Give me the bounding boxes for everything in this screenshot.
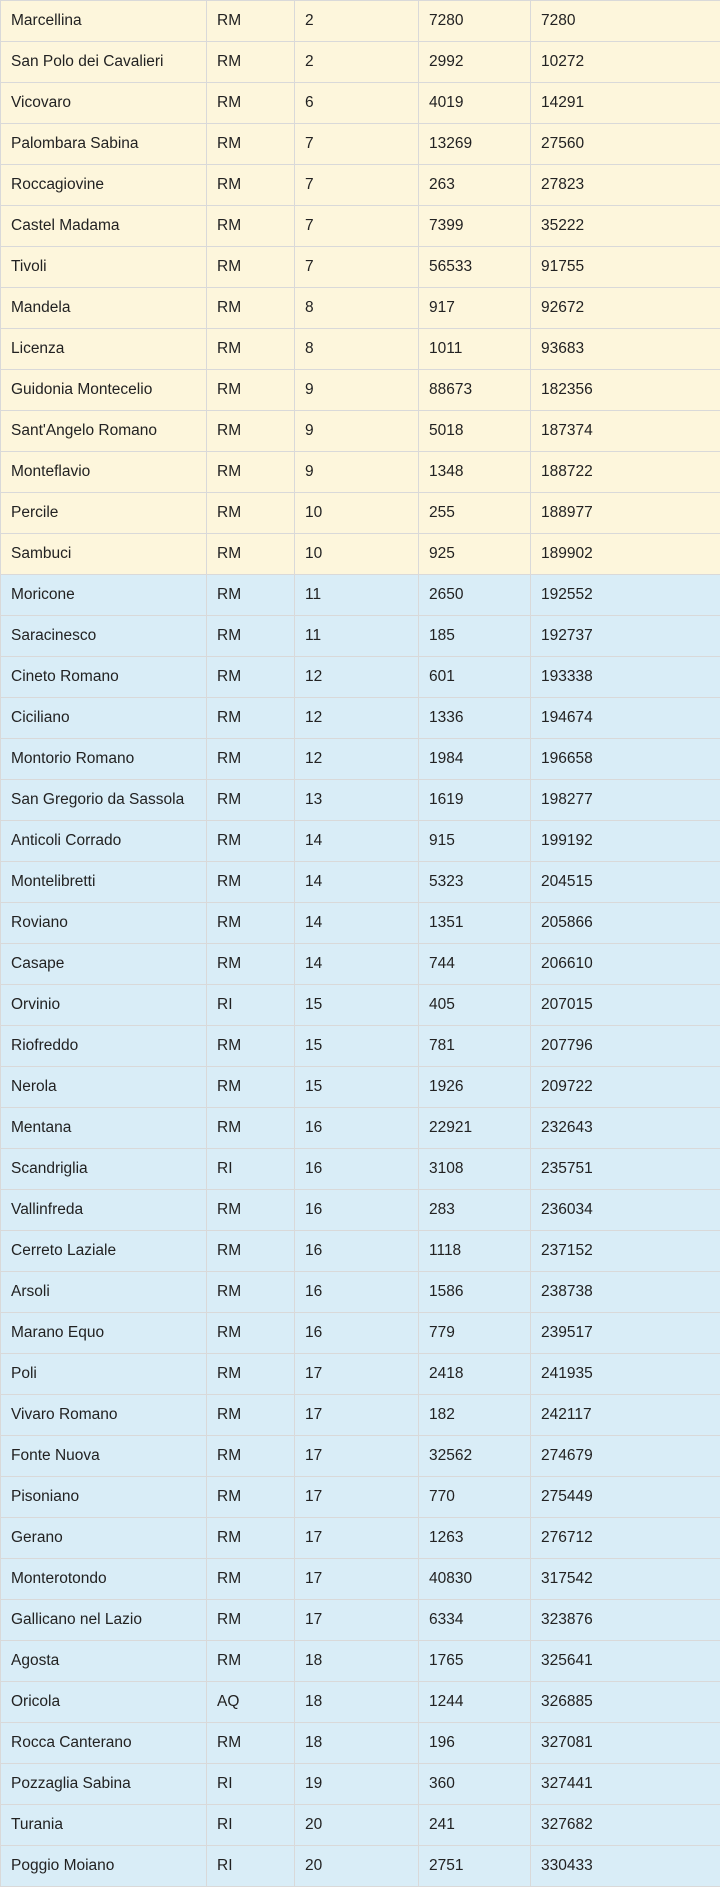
cumulato-cell: 198277 xyxy=(531,780,720,821)
comune-cell: San Polo dei Cavalieri xyxy=(1,42,207,83)
provincia-cell: RM xyxy=(207,329,295,370)
abitanti-cell: 1348 xyxy=(419,452,531,493)
table-row xyxy=(1,288,720,329)
abitanti-cell: 915 xyxy=(419,821,531,862)
comune-cell: Ciciliano xyxy=(1,698,207,739)
cumulato-cell: 327682 xyxy=(531,1805,720,1846)
table-row xyxy=(1,247,720,288)
table-row xyxy=(1,1682,720,1723)
provincia-cell: RM xyxy=(207,1723,295,1764)
table-row xyxy=(1,165,720,206)
comune-cell: Nerola xyxy=(1,1067,207,1108)
distanza-cell: 8 xyxy=(295,329,419,370)
distanza-cell: 7 xyxy=(295,247,419,288)
cumulato-cell: 182356 xyxy=(531,370,720,411)
table-row xyxy=(1,1067,720,1108)
distanza-cell: 7 xyxy=(295,124,419,165)
cumulato-cell: 209722 xyxy=(531,1067,720,1108)
cumulato-cell: 323876 xyxy=(531,1600,720,1641)
provincia-cell: RM xyxy=(207,83,295,124)
table-row xyxy=(1,1518,720,1559)
distanza-cell: 16 xyxy=(295,1190,419,1231)
provincia-cell: RM xyxy=(207,1559,295,1600)
table-row xyxy=(1,1149,720,1190)
provincia-cell: RM xyxy=(207,452,295,493)
comune-cell: Pozzaglia Sabina xyxy=(1,1764,207,1805)
abitanti-cell: 3108 xyxy=(419,1149,531,1190)
distanza-cell: 10 xyxy=(295,534,419,575)
abitanti-cell: 5323 xyxy=(419,862,531,903)
table-row xyxy=(1,903,720,944)
provincia-cell: RM xyxy=(207,1026,295,1067)
distanza-cell: 7 xyxy=(295,206,419,247)
abitanti-cell: 1118 xyxy=(419,1231,531,1272)
provincia-cell: RM xyxy=(207,780,295,821)
comune-cell: Riofreddo xyxy=(1,1026,207,1067)
abitanti-cell: 405 xyxy=(419,985,531,1026)
abitanti-cell: 1263 xyxy=(419,1518,531,1559)
table-row xyxy=(1,124,720,165)
provincia-cell: RM xyxy=(207,206,295,247)
abitanti-cell: 2650 xyxy=(419,575,531,616)
abitanti-cell: 1351 xyxy=(419,903,531,944)
abitanti-cell: 241 xyxy=(419,1805,531,1846)
provincia-cell: RI xyxy=(207,1805,295,1846)
provincia-cell: RM xyxy=(207,493,295,534)
provincia-cell: RM xyxy=(207,247,295,288)
table-row xyxy=(1,1600,720,1641)
table-row xyxy=(1,616,720,657)
cumulato-cell: 237152 xyxy=(531,1231,720,1272)
abitanti-cell: 2418 xyxy=(419,1354,531,1395)
cumulato-cell: 188977 xyxy=(531,493,720,534)
distanza-cell: 9 xyxy=(295,370,419,411)
comune-cell: Vallinfreda xyxy=(1,1190,207,1231)
distanza-cell: 15 xyxy=(295,1067,419,1108)
distanza-cell: 7 xyxy=(295,165,419,206)
abitanti-cell: 5018 xyxy=(419,411,531,452)
distanza-cell: 13 xyxy=(295,780,419,821)
abitanti-cell: 779 xyxy=(419,1313,531,1354)
provincia-cell: RI xyxy=(207,1846,295,1887)
abitanti-cell: 1586 xyxy=(419,1272,531,1313)
abitanti-cell: 13269 xyxy=(419,124,531,165)
distanza-cell: 17 xyxy=(295,1436,419,1477)
cumulato-cell: 35222 xyxy=(531,206,720,247)
provincia-cell: RM xyxy=(207,1395,295,1436)
comune-cell: Monterotondo xyxy=(1,1559,207,1600)
distanza-cell: 8 xyxy=(295,288,419,329)
cumulato-cell: 205866 xyxy=(531,903,720,944)
provincia-cell: RM xyxy=(207,411,295,452)
abitanti-cell: 1011 xyxy=(419,329,531,370)
distanza-cell: 20 xyxy=(295,1805,419,1846)
comune-cell: Scandriglia xyxy=(1,1149,207,1190)
comune-cell: Gerano xyxy=(1,1518,207,1559)
table-row xyxy=(1,534,720,575)
cumulato-cell: 326885 xyxy=(531,1682,720,1723)
abitanti-cell: 32562 xyxy=(419,1436,531,1477)
distanza-cell: 9 xyxy=(295,452,419,493)
comune-cell: Rocca Canterano xyxy=(1,1723,207,1764)
table-row xyxy=(1,1477,720,1518)
cumulato-cell: 242117 xyxy=(531,1395,720,1436)
table-row xyxy=(1,493,720,534)
provincia-cell: RM xyxy=(207,1,295,42)
provincia-cell: RM xyxy=(207,1641,295,1682)
abitanti-cell: 1926 xyxy=(419,1067,531,1108)
provincia-cell: RM xyxy=(207,862,295,903)
comune-cell: Poggio Moiano xyxy=(1,1846,207,1887)
distanza-cell: 15 xyxy=(295,985,419,1026)
comune-cell: Cerreto Laziale xyxy=(1,1231,207,1272)
distanza-cell: 20 xyxy=(295,1846,419,1887)
comune-cell: Montelibretti xyxy=(1,862,207,903)
cumulato-cell: 188722 xyxy=(531,452,720,493)
table-row xyxy=(1,780,720,821)
abitanti-cell: 781 xyxy=(419,1026,531,1067)
table-row xyxy=(1,1846,720,1887)
distanza-cell: 16 xyxy=(295,1108,419,1149)
comune-cell: Guidonia Montecelio xyxy=(1,370,207,411)
cumulato-cell: 207796 xyxy=(531,1026,720,1067)
comune-cell: Marcellina xyxy=(1,1,207,42)
distanza-cell: 9 xyxy=(295,411,419,452)
table-row xyxy=(1,944,720,985)
table-row xyxy=(1,1395,720,1436)
provincia-cell: RM xyxy=(207,370,295,411)
abitanti-cell: 1619 xyxy=(419,780,531,821)
abitanti-cell: 88673 xyxy=(419,370,531,411)
provincia-cell: RM xyxy=(207,657,295,698)
distanza-cell: 17 xyxy=(295,1354,419,1395)
distanza-cell: 16 xyxy=(295,1149,419,1190)
distanza-cell: 6 xyxy=(295,83,419,124)
table-row xyxy=(1,1723,720,1764)
abitanti-cell: 185 xyxy=(419,616,531,657)
table-row xyxy=(1,1313,720,1354)
cumulato-cell: 93683 xyxy=(531,329,720,370)
cumulato-cell: 193338 xyxy=(531,657,720,698)
provincia-cell: RM xyxy=(207,1231,295,1272)
distanza-cell: 14 xyxy=(295,903,419,944)
distanza-cell: 11 xyxy=(295,575,419,616)
distanza-cell: 2 xyxy=(295,1,419,42)
table-row xyxy=(1,1026,720,1067)
distanza-cell: 17 xyxy=(295,1395,419,1436)
abitanti-cell: 196 xyxy=(419,1723,531,1764)
comune-cell: Orvinio xyxy=(1,985,207,1026)
provincia-cell: RM xyxy=(207,1108,295,1149)
comune-cell: Roviano xyxy=(1,903,207,944)
comune-cell: Sambuci xyxy=(1,534,207,575)
table-row xyxy=(1,1641,720,1682)
provincia-cell: RM xyxy=(207,1518,295,1559)
abitanti-cell: 770 xyxy=(419,1477,531,1518)
comune-cell: Mandela xyxy=(1,288,207,329)
provincia-cell: AQ xyxy=(207,1682,295,1723)
distanza-cell: 18 xyxy=(295,1641,419,1682)
table-row xyxy=(1,206,720,247)
provincia-cell: RM xyxy=(207,739,295,780)
cumulato-cell: 236034 xyxy=(531,1190,720,1231)
comune-cell: Agosta xyxy=(1,1641,207,1682)
cumulato-cell: 239517 xyxy=(531,1313,720,1354)
table-row xyxy=(1,1764,720,1805)
table-row xyxy=(1,575,720,616)
comune-cell: Percile xyxy=(1,493,207,534)
comune-cell: Poli xyxy=(1,1354,207,1395)
abitanti-cell: 22921 xyxy=(419,1108,531,1149)
comune-cell: Cineto Romano xyxy=(1,657,207,698)
comune-cell: Arsoli xyxy=(1,1272,207,1313)
cumulato-cell: 27560 xyxy=(531,124,720,165)
table-row xyxy=(1,411,720,452)
comune-cell: Marano Equo xyxy=(1,1313,207,1354)
table-row xyxy=(1,862,720,903)
table-row xyxy=(1,42,720,83)
table-row xyxy=(1,657,720,698)
provincia-cell: RI xyxy=(207,1149,295,1190)
abitanti-cell: 255 xyxy=(419,493,531,534)
cumulato-cell: 276712 xyxy=(531,1518,720,1559)
cumulato-cell: 92672 xyxy=(531,288,720,329)
provincia-cell: RI xyxy=(207,985,295,1026)
comune-cell: Casape xyxy=(1,944,207,985)
distanza-cell: 14 xyxy=(295,944,419,985)
provincia-cell: RM xyxy=(207,1477,295,1518)
abitanti-cell: 917 xyxy=(419,288,531,329)
abitanti-cell: 6334 xyxy=(419,1600,531,1641)
table-row xyxy=(1,1354,720,1395)
provincia-cell: RM xyxy=(207,944,295,985)
abitanti-cell: 2992 xyxy=(419,42,531,83)
distanza-cell: 2 xyxy=(295,42,419,83)
distanza-cell: 14 xyxy=(295,821,419,862)
distanza-cell: 16 xyxy=(295,1313,419,1354)
cumulato-cell: 207015 xyxy=(531,985,720,1026)
provincia-cell: RM xyxy=(207,1067,295,1108)
distanza-cell: 17 xyxy=(295,1518,419,1559)
provincia-cell: RM xyxy=(207,1600,295,1641)
provincia-cell: RM xyxy=(207,1313,295,1354)
cumulato-cell: 10272 xyxy=(531,42,720,83)
cumulato-cell: 91755 xyxy=(531,247,720,288)
distanza-cell: 18 xyxy=(295,1682,419,1723)
abitanti-cell: 56533 xyxy=(419,247,531,288)
provincia-cell: RM xyxy=(207,575,295,616)
abitanti-cell: 1765 xyxy=(419,1641,531,1682)
abitanti-cell: 925 xyxy=(419,534,531,575)
abitanti-cell: 1984 xyxy=(419,739,531,780)
table-row xyxy=(1,698,720,739)
table-row xyxy=(1,1805,720,1846)
comune-cell: Vivaro Romano xyxy=(1,1395,207,1436)
provincia-cell: RM xyxy=(207,1272,295,1313)
comune-cell: Vicovaro xyxy=(1,83,207,124)
abitanti-cell: 7399 xyxy=(419,206,531,247)
provincia-cell: RM xyxy=(207,1436,295,1477)
cumulato-cell: 327441 xyxy=(531,1764,720,1805)
provincia-cell: RM xyxy=(207,288,295,329)
table-body xyxy=(1,1,720,1887)
table-row xyxy=(1,1559,720,1600)
provincia-cell: RM xyxy=(207,124,295,165)
table-row xyxy=(1,1190,720,1231)
comune-cell: Roccagiovine xyxy=(1,165,207,206)
provincia-cell: RM xyxy=(207,616,295,657)
distanza-cell: 16 xyxy=(295,1272,419,1313)
cumulato-cell: 238738 xyxy=(531,1272,720,1313)
abitanti-cell: 4019 xyxy=(419,83,531,124)
cumulato-cell: 235751 xyxy=(531,1149,720,1190)
provincia-cell: RM xyxy=(207,698,295,739)
comune-cell: Turania xyxy=(1,1805,207,1846)
comune-cell: Monteflavio xyxy=(1,452,207,493)
provincia-cell: RM xyxy=(207,42,295,83)
abitanti-cell: 182 xyxy=(419,1395,531,1436)
distanza-cell: 14 xyxy=(295,862,419,903)
comune-cell: Gallicano nel Lazio xyxy=(1,1600,207,1641)
comune-cell: Castel Madama xyxy=(1,206,207,247)
cumulato-cell: 330433 xyxy=(531,1846,720,1887)
comune-cell: Montorio Romano xyxy=(1,739,207,780)
comune-cell: Tivoli xyxy=(1,247,207,288)
cumulato-cell: 204515 xyxy=(531,862,720,903)
distanza-cell: 12 xyxy=(295,657,419,698)
abitanti-cell: 2751 xyxy=(419,1846,531,1887)
cumulato-cell: 27823 xyxy=(531,165,720,206)
cumulato-cell: 241935 xyxy=(531,1354,720,1395)
cumulato-cell: 187374 xyxy=(531,411,720,452)
provincia-cell: RM xyxy=(207,1354,295,1395)
distanza-cell: 10 xyxy=(295,493,419,534)
distanza-cell: 19 xyxy=(295,1764,419,1805)
distanza-cell: 11 xyxy=(295,616,419,657)
cumulato-cell: 194674 xyxy=(531,698,720,739)
cumulato-cell: 199192 xyxy=(531,821,720,862)
abitanti-cell: 7280 xyxy=(419,1,531,42)
cumulato-cell: 206610 xyxy=(531,944,720,985)
provincia-cell: RM xyxy=(207,821,295,862)
distanza-cell: 17 xyxy=(295,1559,419,1600)
table-row xyxy=(1,83,720,124)
cumulato-cell: 327081 xyxy=(531,1723,720,1764)
abitanti-cell: 360 xyxy=(419,1764,531,1805)
cumulato-cell: 196658 xyxy=(531,739,720,780)
abitanti-cell: 1244 xyxy=(419,1682,531,1723)
comune-cell: Sant'Angelo Romano xyxy=(1,411,207,452)
provincia-cell: RM xyxy=(207,534,295,575)
cumulato-cell: 325641 xyxy=(531,1641,720,1682)
cumulato-cell: 274679 xyxy=(531,1436,720,1477)
abitanti-cell: 40830 xyxy=(419,1559,531,1600)
table-row xyxy=(1,370,720,411)
provincia-cell: RM xyxy=(207,1190,295,1231)
provincia-cell: RM xyxy=(207,165,295,206)
comune-cell: Saracinesco xyxy=(1,616,207,657)
comune-cell: Mentana xyxy=(1,1108,207,1149)
table-row xyxy=(1,821,720,862)
distanza-cell: 12 xyxy=(295,698,419,739)
abitanti-cell: 283 xyxy=(419,1190,531,1231)
table-row xyxy=(1,329,720,370)
distanza-cell: 18 xyxy=(295,1723,419,1764)
cumulato-cell: 192737 xyxy=(531,616,720,657)
cumulato-cell: 275449 xyxy=(531,1477,720,1518)
comune-cell: Fonte Nuova xyxy=(1,1436,207,1477)
distanza-cell: 12 xyxy=(295,739,419,780)
table-row xyxy=(1,985,720,1026)
abitanti-cell: 601 xyxy=(419,657,531,698)
cumulato-cell: 14291 xyxy=(531,83,720,124)
abitanti-cell: 1336 xyxy=(419,698,531,739)
cumulato-cell: 7280 xyxy=(531,1,720,42)
comune-cell: San Gregorio da Sassola xyxy=(1,780,207,821)
distanza-cell: 17 xyxy=(295,1600,419,1641)
comune-cell: Moricone xyxy=(1,575,207,616)
abitanti-cell: 744 xyxy=(419,944,531,985)
cumulato-cell: 192552 xyxy=(531,575,720,616)
table-row xyxy=(1,1436,720,1477)
distanza-cell: 16 xyxy=(295,1231,419,1272)
table-row xyxy=(1,1272,720,1313)
cumulato-cell: 317542 xyxy=(531,1559,720,1600)
distanza-cell: 17 xyxy=(295,1477,419,1518)
table-row xyxy=(1,1231,720,1272)
comune-cell: Palombara Sabina xyxy=(1,124,207,165)
provincia-cell: RM xyxy=(207,903,295,944)
comune-cell: Anticoli Corrado xyxy=(1,821,207,862)
comune-cell: Licenza xyxy=(1,329,207,370)
table-row xyxy=(1,739,720,780)
provincia-cell: RI xyxy=(207,1764,295,1805)
abitanti-cell: 263 xyxy=(419,165,531,206)
comune-cell: Pisoniano xyxy=(1,1477,207,1518)
table-row xyxy=(1,1108,720,1149)
comune-cell: Oricola xyxy=(1,1682,207,1723)
table-row xyxy=(1,452,720,493)
cumulato-cell: 232643 xyxy=(531,1108,720,1149)
distanza-cell: 15 xyxy=(295,1026,419,1067)
table-row xyxy=(1,1,720,42)
cumulato-cell: 189902 xyxy=(531,534,720,575)
